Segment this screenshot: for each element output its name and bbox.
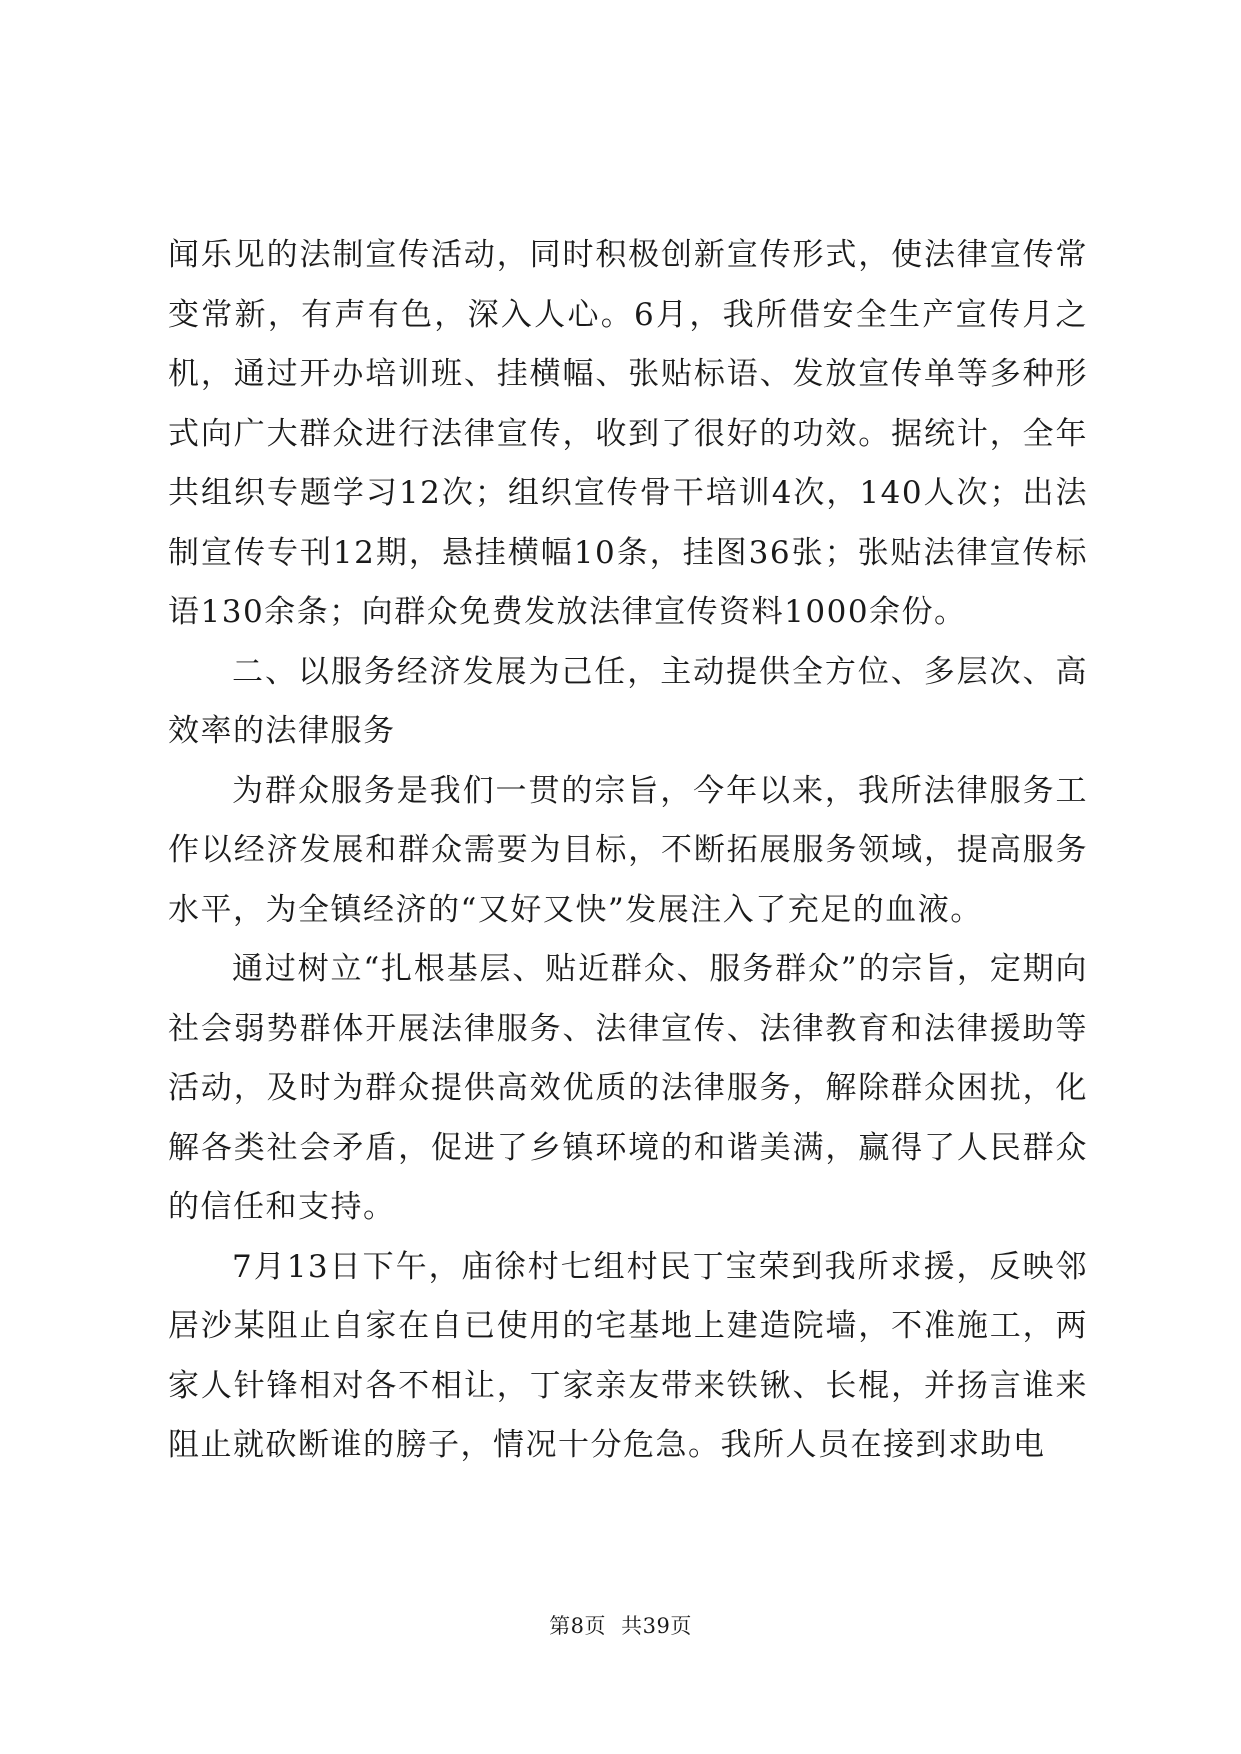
page-footer <box>0 1610 1241 1640</box>
paragraph-case-report: 7月13日下午，庙徐村七组村民丁宝荣到我所求援，反映邻居沙某阻止自家在自已使用的宅基地上建造院墙，不准施工，两家人针锋相对各不相让，丁家亲友带来铁锹、长棍，并扬言谁来阻止就砍断谁的膀子，情况十分危急。我所人员在接到求助电 <box>168 1248 1088 1463</box>
section-heading: 二、以服务经济发展为己任，主动提供全方位、多层次、高效率的法律服务 <box>168 653 1088 749</box>
page-total: 共39页 <box>621 1614 692 1638</box>
paragraph-service-purpose: 为群众服务是我们一贯的宗旨，今年以来，我所法律服务工作以经济发展和群众需要为目标，不断拓展服务领域，提高服务水平，为全镇经济的“又好又快”发展注入了充足的血液。 <box>168 772 1088 928</box>
paragraph-continuation: 闻乐见的法制宣传活动，同时积极创新宣传形式，使法律宣传常变常新，有声有色，深入人心。6月，我所借安全生产宣传月之机，通过开办培训班、挂横幅、张贴标语、发放宣传单等多种形式向广大群众进行法律宣传，收到了很好的功效。据统计，全年共组织专题学习12次；组织宣传骨干培训4次，140人次；出法制宣传专刊12期，悬挂横幅10条，挂图36张；张贴法律宣传标语130余条；向群众免费发放法律宣传资料1000余份。 <box>168 237 1088 630</box>
document-body <box>168 226 1088 1476</box>
page-number: 第8页 <box>549 1614 606 1638</box>
paragraph-service-activities: 通过树立“扎根基层、贴近群众、服务群众”的宗旨，定期向社会弱势群体开展法律服务、法律宣传、法律教育和法律援助等活动，及时为群众提供高效优质的法律服务，解除群众困扰，化解各类社会矛盾，促进了乡镇环境的和谐美满，赢得了人民群众的信任和支持。 <box>168 951 1088 1225</box>
